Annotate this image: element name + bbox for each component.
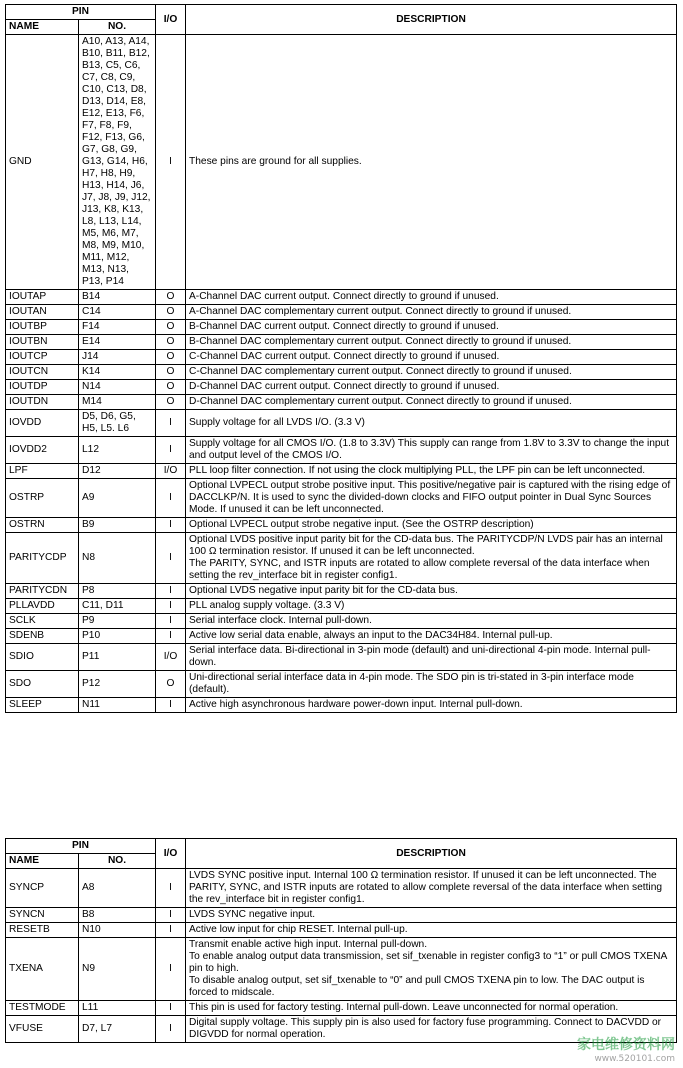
pin-number: C11, D11 <box>79 599 156 614</box>
pin-number: D12 <box>79 464 156 479</box>
pin-number: B8 <box>79 908 156 923</box>
pin-io: O <box>156 290 186 305</box>
name-header: NAME <box>6 20 79 35</box>
description-paragraph: Active low input for chip RESET. Internal pull-up. <box>189 924 408 935</box>
pin-name: PLLAVDD <box>6 599 79 614</box>
pin-name: TESTMODE <box>6 1001 79 1016</box>
description-paragraph: A-Channel DAC current output. Connect directly to ground if unused. <box>189 291 499 302</box>
pin-io: I/O <box>156 644 186 671</box>
pin-row <box>6 305 677 320</box>
pin-description <box>186 335 677 350</box>
pin-name: VFUSE <box>6 1016 79 1043</box>
pin-description <box>186 938 677 1001</box>
pin-row <box>6 614 677 629</box>
description-paragraph: Optional LVDS positive input parity bit for the CD-data bus. The PARITYCDP/N LVDS pair has an internal 100 Ω termination resistor. If unused it can be left unconnected. <box>189 534 663 557</box>
pin-row <box>6 869 677 908</box>
pin-number: M14 <box>79 395 156 410</box>
description-paragraph: LVDS SYNC positive input. Internal 100 Ω termination resistor. If unused it can be left unconnected. The PARITY, SYNC, and ISTR inputs are rotated to allow complete reversal of the data interface when setting the rev_interface bit in register config1. <box>189 870 663 905</box>
pin-description <box>186 644 677 671</box>
pin-io: I <box>156 923 186 938</box>
pin-description <box>186 671 677 698</box>
io-header: I/O <box>156 5 186 35</box>
pin-io: O <box>156 335 186 350</box>
pin-row <box>6 395 677 410</box>
pin-name: SDO <box>6 671 79 698</box>
pin-description <box>186 380 677 395</box>
pin-row <box>6 584 677 599</box>
pin-row <box>6 923 677 938</box>
watermark-url: www.520101.com <box>594 1054 675 1064</box>
pin-number: J14 <box>79 350 156 365</box>
pin-number: N8 <box>79 533 156 584</box>
pin-io: I <box>156 584 186 599</box>
pin-name: IOUTDN <box>6 395 79 410</box>
pin-row <box>6 599 677 614</box>
no-header: NO. <box>79 854 156 869</box>
pin-io: I <box>156 698 186 713</box>
pin-io: I <box>156 479 186 518</box>
pin-name: SDIO <box>6 644 79 671</box>
pin-description <box>186 599 677 614</box>
pin-row <box>6 320 677 335</box>
pin-row <box>6 35 677 290</box>
pin-io: O <box>156 395 186 410</box>
watermark-logo <box>577 1034 675 1064</box>
pin-name: IOUTAN <box>6 305 79 320</box>
pin-io: O <box>156 365 186 380</box>
pin-number: A10, A13, A14, B10, B11, B12, B13, C5, C6, C7, C8, C9, C10, C13, D8, D13, D14, E8, E12, E13, F6, F7, F8, F9, F12, F13, G6, G7, G8, G9, G13, G14, H6, H7, H8, H9, H13, H14, J6, J7, J8, J9, J12, J13, K8, K13, L8, L13, L14, M5, M6, M7, M8, M9, M10, M11, M12, M13, N13, P13, P14 <box>79 35 156 290</box>
pin-number: L11 <box>79 1001 156 1016</box>
description-paragraph: Transmit enable active high input. Internal pull-down. <box>189 939 428 950</box>
pin-header: PIN <box>6 5 156 20</box>
pin-number: D5, D6, G5, H5, L5. L6 <box>79 410 156 437</box>
pin-name: SDENB <box>6 629 79 644</box>
pin-number: P12 <box>79 671 156 698</box>
pin-description <box>186 395 677 410</box>
io-header: I/O <box>156 839 186 869</box>
no-header: NO. <box>79 20 156 35</box>
description-paragraph: Serial interface clock. Internal pull-down. <box>189 615 372 626</box>
pin-name: PARITYCDP <box>6 533 79 584</box>
pin-number: C14 <box>79 305 156 320</box>
pin-number: D7, L7 <box>79 1016 156 1043</box>
pin-row <box>6 1001 677 1016</box>
pin-row <box>6 437 677 464</box>
pin-io: I <box>156 35 186 290</box>
description-paragraph: Optional LVPECL output strobe positive input. This positive/negative pair is captured with the rising edge of DACCLKP/N. It is used to sync the divided-down clocks and FIFO output pointer in Dual Sync Sources Mode. If unused it can be left unconnected. <box>189 480 671 515</box>
pin-number: N11 <box>79 698 156 713</box>
pin-number: L12 <box>79 437 156 464</box>
pin-table-1 <box>5 4 677 713</box>
pin-description <box>186 35 677 290</box>
pin-description <box>186 437 677 464</box>
description-paragraph: Optional LVDS negative input parity bit for the CD-data bus. <box>189 585 458 596</box>
pin-number: B14 <box>79 290 156 305</box>
pin-description <box>186 698 677 713</box>
pin-header: PIN <box>6 839 156 854</box>
description-paragraph: LVDS SYNC negative input. <box>189 909 316 920</box>
pin-number: N9 <box>79 938 156 1001</box>
pin-row <box>6 479 677 518</box>
description-paragraph: To disable analog output, set sif_txenable to “0” and pull CMOS TXENA pin to low. The DAC output is forced to midscale. <box>189 975 645 998</box>
pin-name: IOUTCP <box>6 350 79 365</box>
pin-io: I <box>156 437 186 464</box>
pin-name: IOUTDP <box>6 380 79 395</box>
pin-row <box>6 533 677 584</box>
description-paragraph: PLL loop filter connection. If not using the clock multiplying PLL, the LPF pin can be left unconnected. <box>189 465 646 476</box>
pin-description <box>186 410 677 437</box>
pin-io: I <box>156 518 186 533</box>
pin-row <box>6 410 677 437</box>
pin-io: I <box>156 599 186 614</box>
pin-io: O <box>156 320 186 335</box>
description-paragraph: This pin is used for factory testing. Internal pull-down. Leave unconnected for normal operation. <box>189 1002 619 1013</box>
pin-row <box>6 938 677 1001</box>
description-paragraph: D-Channel DAC current output. Connect directly to ground if unused. <box>189 381 500 392</box>
pin-io: O <box>156 305 186 320</box>
pin-table-2 <box>5 838 677 1043</box>
pin-io: O <box>156 380 186 395</box>
pin-name: SLEEP <box>6 698 79 713</box>
pin-number: B9 <box>79 518 156 533</box>
pin-description <box>186 305 677 320</box>
pin-name: OSTRP <box>6 479 79 518</box>
pin-description <box>186 614 677 629</box>
pin-description <box>186 923 677 938</box>
pin-description <box>186 584 677 599</box>
description-paragraph: These pins are ground for all supplies. <box>189 156 362 167</box>
pin-io: I <box>156 938 186 1001</box>
pin-io: I <box>156 629 186 644</box>
pin-description <box>186 350 677 365</box>
pin-row <box>6 698 677 713</box>
pin-io: O <box>156 350 186 365</box>
pin-number: A9 <box>79 479 156 518</box>
pin-row <box>6 380 677 395</box>
description-paragraph: Optional LVPECL output strobe negative input. (See the OSTRP description) <box>189 519 534 530</box>
pin-row <box>6 908 677 923</box>
pin-number: P9 <box>79 614 156 629</box>
pin-row <box>6 365 677 380</box>
pin-io: O <box>156 671 186 698</box>
pin-io: I <box>156 1016 186 1043</box>
description-header: DESCRIPTION <box>186 839 677 869</box>
page-top-edge <box>0 0 683 3</box>
description-paragraph: A-Channel DAC complementary current output. Connect directly to ground if unused. <box>189 306 572 317</box>
pin-description <box>186 320 677 335</box>
pin-description <box>186 290 677 305</box>
pin-description <box>186 479 677 518</box>
pin-io: I <box>156 1001 186 1016</box>
pin-number: A8 <box>79 869 156 908</box>
pin-io: I <box>156 614 186 629</box>
pin-description <box>186 1001 677 1016</box>
pin-row <box>6 1016 677 1043</box>
description-paragraph: PLL analog supply voltage. (3.3 V) <box>189 600 345 611</box>
pin-io: I <box>156 908 186 923</box>
pin-name: IOUTBN <box>6 335 79 350</box>
pin-number: P10 <box>79 629 156 644</box>
pin-number: F14 <box>79 320 156 335</box>
description-header: DESCRIPTION <box>186 5 677 35</box>
description-paragraph: Active high asynchronous hardware power-down input. Internal pull-down. <box>189 699 523 710</box>
description-paragraph: Supply voltage for all CMOS I/O. (1.8 to 3.3V) This supply can range from 1.8V to 3.3V to change the input and output level of the CMOS I/O. <box>189 438 670 461</box>
description-paragraph: Uni-directional serial interface data in 4-pin mode. The SDO pin is tri-stated in 3-pin interface mode (default). <box>189 672 634 695</box>
pin-row <box>6 629 677 644</box>
pin-name: RESETB <box>6 923 79 938</box>
pin-name: PARITYCDN <box>6 584 79 599</box>
pin-name: SCLK <box>6 614 79 629</box>
pin-description <box>186 908 677 923</box>
pin-name: SYNCN <box>6 908 79 923</box>
pin-name: IOUTAP <box>6 290 79 305</box>
pin-name: SYNCP <box>6 869 79 908</box>
pin-number: P11 <box>79 644 156 671</box>
pin-name: IOVDD2 <box>6 437 79 464</box>
description-paragraph: Digital supply voltage. This supply pin is also used for factory fuse programming. Connect to DACVDD or DIGVDD for normal operation. <box>189 1017 662 1040</box>
pin-number: E14 <box>79 335 156 350</box>
pin-row <box>6 671 677 698</box>
watermark-text: 家电维修资料网 <box>577 1037 675 1053</box>
pin-name: IOVDD <box>6 410 79 437</box>
pin-name: OSTRN <box>6 518 79 533</box>
pin-description <box>186 869 677 908</box>
description-paragraph: C-Channel DAC current output. Connect directly to ground if unused. <box>189 351 500 362</box>
pin-row <box>6 350 677 365</box>
pin-row <box>6 335 677 350</box>
pin-description <box>186 518 677 533</box>
description-paragraph: To enable analog output data transmission, set sif_txenable in register config3 to “1” or pull CMOS TXENA pin to high. <box>189 951 667 974</box>
description-paragraph: Supply voltage for all LVDS I/O. (3.3 V) <box>189 417 365 428</box>
pin-number: P8 <box>79 584 156 599</box>
description-paragraph: B-Channel DAC current output. Connect directly to ground if unused. <box>189 321 499 332</box>
pin-description <box>186 464 677 479</box>
pin-name: IOUTCN <box>6 365 79 380</box>
pin-name: GND <box>6 35 79 290</box>
pin-io: I/O <box>156 464 186 479</box>
description-paragraph: Active low serial data enable, always an input to the DAC34H84. Internal pull-up. <box>189 630 553 641</box>
pin-io: I <box>156 533 186 584</box>
pin-row <box>6 464 677 479</box>
description-paragraph: The PARITY, SYNC, and ISTR inputs are rotated to allow complete reversal of the data interface when setting the rev_interface bit in register config1. <box>189 558 650 581</box>
pin-row <box>6 644 677 671</box>
pin-io: I <box>156 410 186 437</box>
pin-name: IOUTBP <box>6 320 79 335</box>
description-paragraph: Serial interface data. Bi-directional in 3-pin mode (default) and uni-directional 4-pin mode. Internal pull-down. <box>189 645 651 668</box>
pin-description <box>186 365 677 380</box>
pin-number: N14 <box>79 380 156 395</box>
description-paragraph: D-Channel DAC complementary current output. Connect directly to ground if unused. <box>189 396 572 407</box>
pin-io: I <box>156 869 186 908</box>
pin-name: TXENA <box>6 938 79 1001</box>
pin-number: N10 <box>79 923 156 938</box>
description-paragraph: B-Channel DAC complementary current output. Connect directly to ground if unused. <box>189 336 572 347</box>
pin-row <box>6 290 677 305</box>
pin-number: K14 <box>79 365 156 380</box>
pin-description <box>186 629 677 644</box>
pin-name: LPF <box>6 464 79 479</box>
description-paragraph: C-Channel DAC complementary current output. Connect directly to ground if unused. <box>189 366 572 377</box>
name-header: NAME <box>6 854 79 869</box>
pin-row <box>6 518 677 533</box>
pin-description <box>186 533 677 584</box>
